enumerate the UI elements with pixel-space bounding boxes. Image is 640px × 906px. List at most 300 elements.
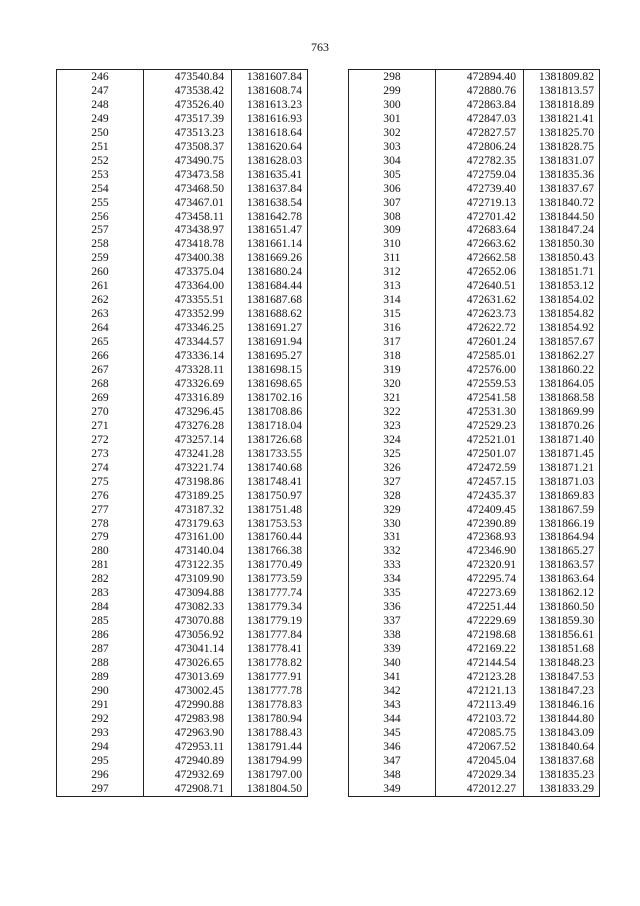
- page-number: 763: [311, 40, 329, 54]
- y-coordinate-cell: 1381698.15: [232, 363, 308, 377]
- y-coordinate-cell: 1381726.68: [232, 433, 308, 447]
- x-coordinate-cell: 472559.53: [436, 377, 524, 391]
- y-coordinate-cell: 1381777.74: [232, 586, 308, 600]
- x-coordinate-cell: 472320.91: [436, 558, 524, 572]
- point-number-cell: 344: [349, 712, 436, 726]
- table-row: [57, 307, 308, 321]
- point-number-cell: 257: [57, 223, 144, 237]
- x-coordinate-cell: 472121.13: [436, 684, 524, 698]
- y-coordinate-cell: 1381620.64: [232, 140, 308, 154]
- table-row: [349, 196, 600, 210]
- y-coordinate-cell: 1381871.21: [524, 461, 600, 475]
- y-coordinate-cell: 1381851.71: [524, 265, 600, 279]
- point-number-cell: 293: [57, 726, 144, 740]
- table-row: [349, 321, 600, 335]
- x-coordinate-cell: 473490.75: [144, 154, 232, 168]
- x-coordinate-cell: 472652.06: [436, 265, 524, 279]
- point-number-cell: 253: [57, 168, 144, 182]
- point-number-cell: 334: [349, 572, 436, 586]
- point-number-cell: 288: [57, 656, 144, 670]
- point-number-cell: 259: [57, 251, 144, 265]
- y-coordinate-cell: 1381628.03: [232, 154, 308, 168]
- x-coordinate-cell: 473364.00: [144, 279, 232, 293]
- table-row: [57, 726, 308, 740]
- x-coordinate-cell: 472229.69: [436, 614, 524, 628]
- x-coordinate-cell: 472782.35: [436, 154, 524, 168]
- y-coordinate-cell: 1381871.03: [524, 475, 600, 489]
- table-row: [349, 405, 600, 419]
- table-row: [349, 84, 600, 98]
- x-coordinate-cell: 473198.86: [144, 475, 232, 489]
- x-coordinate-cell: 473257.14: [144, 433, 232, 447]
- y-coordinate-cell: 1381778.41: [232, 642, 308, 656]
- x-coordinate-cell: 473094.88: [144, 586, 232, 600]
- x-coordinate-cell: 472719.13: [436, 196, 524, 210]
- point-number-cell: 261: [57, 279, 144, 293]
- table-row: [349, 391, 600, 405]
- x-coordinate-cell: 472880.76: [436, 84, 524, 98]
- point-number-cell: 271: [57, 419, 144, 433]
- y-coordinate-cell: 1381869.83: [524, 489, 600, 503]
- y-coordinate-cell: 1381856.61: [524, 628, 600, 642]
- x-coordinate-cell: 472739.40: [436, 182, 524, 196]
- point-number-cell: 281: [57, 558, 144, 572]
- x-coordinate-cell: 472390.89: [436, 517, 524, 531]
- point-number-cell: 258: [57, 237, 144, 251]
- y-coordinate-cell: 1381760.44: [232, 530, 308, 544]
- y-coordinate-cell: 1381751.48: [232, 503, 308, 517]
- y-coordinate-cell: 1381868.58: [524, 391, 600, 405]
- y-coordinate-cell: 1381837.67: [524, 182, 600, 196]
- table-row: [349, 642, 600, 656]
- y-coordinate-cell: 1381684.44: [232, 279, 308, 293]
- y-coordinate-cell: 1381637.84: [232, 182, 308, 196]
- x-coordinate-cell: 473352.99: [144, 307, 232, 321]
- table-row: [349, 726, 600, 740]
- point-number-cell: 340: [349, 656, 436, 670]
- x-coordinate-cell: 472662.58: [436, 251, 524, 265]
- y-coordinate-cell: 1381733.55: [232, 447, 308, 461]
- table-row: [57, 517, 308, 531]
- point-number-cell: 315: [349, 307, 436, 321]
- point-number-cell: 247: [57, 84, 144, 98]
- table-row: [349, 112, 600, 126]
- point-number-cell: 286: [57, 628, 144, 642]
- x-coordinate-cell: 472640.51: [436, 279, 524, 293]
- y-coordinate-cell: 1381698.65: [232, 377, 308, 391]
- y-coordinate-cell: 1381691.27: [232, 321, 308, 335]
- y-coordinate-cell: 1381847.24: [524, 223, 600, 237]
- table-row: [57, 754, 308, 768]
- y-coordinate-cell: 1381863.64: [524, 572, 600, 586]
- y-coordinate-cell: 1381831.07: [524, 154, 600, 168]
- x-coordinate-cell: 473346.25: [144, 321, 232, 335]
- y-coordinate-cell: 1381860.50: [524, 600, 600, 614]
- table-row: [349, 237, 600, 251]
- table-row: [57, 279, 308, 293]
- x-coordinate-cell: 472169.22: [436, 642, 524, 656]
- y-coordinate-cell: 1381708.86: [232, 405, 308, 419]
- y-coordinate-cell: 1381635.41: [232, 168, 308, 182]
- table-row: [349, 530, 600, 544]
- x-coordinate-cell: 473508.37: [144, 140, 232, 154]
- x-coordinate-cell: 473468.50: [144, 182, 232, 196]
- table-row: [57, 154, 308, 168]
- y-coordinate-cell: 1381680.24: [232, 265, 308, 279]
- point-number-cell: 337: [349, 614, 436, 628]
- y-coordinate-cell: 1381867.59: [524, 503, 600, 517]
- point-number-cell: 292: [57, 712, 144, 726]
- y-coordinate-cell: 1381773.59: [232, 572, 308, 586]
- point-number-cell: 342: [349, 684, 436, 698]
- table-row: [57, 251, 308, 265]
- x-coordinate-cell: 472012.27: [436, 782, 524, 796]
- x-coordinate-cell: 473002.45: [144, 684, 232, 698]
- point-number-cell: 333: [349, 558, 436, 572]
- y-coordinate-cell: 1381616.93: [232, 112, 308, 126]
- y-coordinate-cell: 1381843.09: [524, 726, 600, 740]
- point-number-cell: 330: [349, 517, 436, 531]
- point-number-cell: 268: [57, 377, 144, 391]
- table-row: [349, 98, 600, 112]
- y-coordinate-cell: 1381835.23: [524, 768, 600, 782]
- table-row: [57, 614, 308, 628]
- y-coordinate-cell: 1381794.99: [232, 754, 308, 768]
- table-row: [349, 210, 600, 224]
- table-row: [57, 98, 308, 112]
- x-coordinate-cell: 473221.74: [144, 461, 232, 475]
- x-coordinate-cell: 473418.78: [144, 237, 232, 251]
- x-coordinate-cell: 473328.11: [144, 363, 232, 377]
- x-coordinate-cell: 472113.49: [436, 698, 524, 712]
- y-coordinate-cell: 1381850.30: [524, 237, 600, 251]
- x-coordinate-cell: 472368.93: [436, 530, 524, 544]
- y-coordinate-cell: 1381818.89: [524, 98, 600, 112]
- x-coordinate-cell: 472663.62: [436, 237, 524, 251]
- point-number-cell: 322: [349, 405, 436, 419]
- table-row: [57, 698, 308, 712]
- x-coordinate-cell: 472576.00: [436, 363, 524, 377]
- y-coordinate-cell: 1381669.26: [232, 251, 308, 265]
- y-coordinate-cell: 1381854.92: [524, 321, 600, 335]
- x-coordinate-cell: 473241.28: [144, 447, 232, 461]
- y-coordinate-cell: 1381825.70: [524, 126, 600, 140]
- table-row: [57, 461, 308, 475]
- point-number-cell: 249: [57, 112, 144, 126]
- point-number-cell: 306: [349, 182, 436, 196]
- point-number-cell: 285: [57, 614, 144, 628]
- table-row: [57, 684, 308, 698]
- y-coordinate-cell: 1381718.04: [232, 419, 308, 433]
- point-number-cell: 343: [349, 698, 436, 712]
- table-row: [349, 140, 600, 154]
- y-coordinate-cell: 1381687.68: [232, 293, 308, 307]
- point-number-cell: 321: [349, 391, 436, 405]
- table-row: [57, 768, 308, 782]
- point-number-cell: 319: [349, 363, 436, 377]
- table-row: [57, 628, 308, 642]
- x-coordinate-cell: 472759.04: [436, 168, 524, 182]
- point-number-cell: 275: [57, 475, 144, 489]
- point-number-cell: 248: [57, 98, 144, 112]
- table-row: [57, 433, 308, 447]
- y-coordinate-cell: 1381871.40: [524, 433, 600, 447]
- x-coordinate-cell: 472435.37: [436, 489, 524, 503]
- x-coordinate-cell: 473513.23: [144, 126, 232, 140]
- y-coordinate-cell: 1381870.26: [524, 419, 600, 433]
- x-coordinate-cell: 472683.64: [436, 223, 524, 237]
- table-row: [57, 182, 308, 196]
- x-coordinate-cell: 473109.90: [144, 572, 232, 586]
- point-number-cell: 349: [349, 782, 436, 796]
- point-number-cell: 339: [349, 642, 436, 656]
- y-coordinate-cell: 1381813.57: [524, 84, 600, 98]
- x-coordinate-cell: 472198.68: [436, 628, 524, 642]
- table-row: [57, 112, 308, 126]
- y-coordinate-cell: 1381866.19: [524, 517, 600, 531]
- x-coordinate-cell: 472045.04: [436, 754, 524, 768]
- table-row: [349, 377, 600, 391]
- y-coordinate-cell: 1381613.23: [232, 98, 308, 112]
- point-number-cell: 318: [349, 349, 436, 363]
- point-number-cell: 295: [57, 754, 144, 768]
- table-row: [349, 447, 600, 461]
- table-row: [57, 210, 308, 224]
- table-row: [349, 307, 600, 321]
- y-coordinate-cell: 1381804.50: [232, 782, 308, 796]
- table-row: [349, 614, 600, 628]
- y-coordinate-cell: 1381779.34: [232, 600, 308, 614]
- x-coordinate-cell: 472531.30: [436, 405, 524, 419]
- table-row: [57, 265, 308, 279]
- point-number-cell: 310: [349, 237, 436, 251]
- x-coordinate-cell: 472932.69: [144, 768, 232, 782]
- table-row: [349, 279, 600, 293]
- point-number-cell: 324: [349, 433, 436, 447]
- point-number-cell: 332: [349, 544, 436, 558]
- table-row: [57, 84, 308, 98]
- y-coordinate-cell: 1381753.53: [232, 517, 308, 531]
- table-row: [349, 684, 600, 698]
- y-coordinate-cell: 1381770.49: [232, 558, 308, 572]
- point-number-cell: 328: [349, 489, 436, 503]
- point-number-cell: 272: [57, 433, 144, 447]
- y-coordinate-cell: 1381788.43: [232, 726, 308, 740]
- x-coordinate-cell: 472529.23: [436, 419, 524, 433]
- coordinate-table-right: [348, 69, 600, 797]
- y-coordinate-cell: 1381848.23: [524, 656, 600, 670]
- x-coordinate-cell: 473336.14: [144, 349, 232, 363]
- table-row: [349, 503, 600, 517]
- point-number-cell: 252: [57, 154, 144, 168]
- x-coordinate-cell: 472601.24: [436, 335, 524, 349]
- table-row: [349, 335, 600, 349]
- x-coordinate-cell: 472521.01: [436, 433, 524, 447]
- table-row: [349, 223, 600, 237]
- point-number-cell: 304: [349, 154, 436, 168]
- point-number-cell: 308: [349, 210, 436, 224]
- x-coordinate-cell: 472701.42: [436, 210, 524, 224]
- x-coordinate-cell: 473438.97: [144, 223, 232, 237]
- table-row: [349, 126, 600, 140]
- x-coordinate-cell: 472990.88: [144, 698, 232, 712]
- x-coordinate-cell: 473538.42: [144, 84, 232, 98]
- point-number-cell: 298: [349, 70, 436, 84]
- point-number-cell: 262: [57, 293, 144, 307]
- point-number-cell: 335: [349, 586, 436, 600]
- y-coordinate-cell: 1381844.80: [524, 712, 600, 726]
- x-coordinate-cell: 472273.69: [436, 586, 524, 600]
- table-row: [57, 656, 308, 670]
- point-number-cell: 284: [57, 600, 144, 614]
- y-coordinate-cell: 1381777.78: [232, 684, 308, 698]
- x-coordinate-cell: 473473.58: [144, 168, 232, 182]
- y-coordinate-cell: 1381863.57: [524, 558, 600, 572]
- x-coordinate-cell: 472908.71: [144, 782, 232, 796]
- x-coordinate-cell: 472541.58: [436, 391, 524, 405]
- y-coordinate-cell: 1381864.05: [524, 377, 600, 391]
- table-row: [349, 433, 600, 447]
- x-coordinate-cell: 472847.03: [436, 112, 524, 126]
- point-number-cell: 287: [57, 642, 144, 656]
- point-number-cell: 254: [57, 182, 144, 196]
- point-number-cell: 316: [349, 321, 436, 335]
- x-coordinate-cell: 473467.01: [144, 196, 232, 210]
- x-coordinate-cell: 473070.88: [144, 614, 232, 628]
- table-row: [57, 196, 308, 210]
- table-row: [349, 363, 600, 377]
- x-coordinate-cell: 472863.84: [436, 98, 524, 112]
- point-number-cell: 301: [349, 112, 436, 126]
- point-number-cell: 302: [349, 126, 436, 140]
- table-row: [349, 70, 600, 84]
- y-coordinate-cell: 1381791.44: [232, 740, 308, 754]
- table-row: [349, 168, 600, 182]
- table-row: [57, 503, 308, 517]
- table-row: [349, 768, 600, 782]
- table-row: [57, 377, 308, 391]
- table-row: [57, 558, 308, 572]
- table-row: [57, 712, 308, 726]
- table-row: [57, 419, 308, 433]
- point-number-cell: 260: [57, 265, 144, 279]
- y-coordinate-cell: 1381850.43: [524, 251, 600, 265]
- point-number-cell: 326: [349, 461, 436, 475]
- table-row: [57, 475, 308, 489]
- table-row: [57, 321, 308, 335]
- table-row: [57, 489, 308, 503]
- x-coordinate-cell: 473296.45: [144, 405, 232, 419]
- point-number-cell: 299: [349, 84, 436, 98]
- x-coordinate-cell: 473013.69: [144, 670, 232, 684]
- x-coordinate-cell: 472623.73: [436, 307, 524, 321]
- x-coordinate-cell: 472085.75: [436, 726, 524, 740]
- table-row: [349, 419, 600, 433]
- table-row: [57, 168, 308, 182]
- x-coordinate-cell: 472827.57: [436, 126, 524, 140]
- x-coordinate-cell: 473082.33: [144, 600, 232, 614]
- x-coordinate-cell: 472067.52: [436, 740, 524, 754]
- y-coordinate-cell: 1381857.67: [524, 335, 600, 349]
- point-number-cell: 269: [57, 391, 144, 405]
- x-coordinate-cell: 473540.84: [144, 70, 232, 84]
- table-row: [349, 251, 600, 265]
- y-coordinate-cell: 1381607.84: [232, 70, 308, 84]
- y-coordinate-cell: 1381828.75: [524, 140, 600, 154]
- y-coordinate-cell: 1381871.45: [524, 447, 600, 461]
- point-number-cell: 282: [57, 572, 144, 586]
- x-coordinate-cell: 472029.34: [436, 768, 524, 782]
- x-coordinate-cell: 473355.51: [144, 293, 232, 307]
- table-row: [57, 670, 308, 684]
- point-number-cell: 290: [57, 684, 144, 698]
- point-number-cell: 309: [349, 223, 436, 237]
- x-coordinate-cell: 472894.40: [436, 70, 524, 84]
- table-row: [57, 586, 308, 600]
- point-number-cell: 264: [57, 321, 144, 335]
- table-row: [349, 698, 600, 712]
- x-coordinate-cell: 473189.25: [144, 489, 232, 503]
- x-coordinate-cell: 473316.89: [144, 391, 232, 405]
- y-coordinate-cell: 1381780.94: [232, 712, 308, 726]
- table-row: [349, 670, 600, 684]
- table-row: [349, 182, 600, 196]
- table-row: [349, 782, 600, 796]
- point-number-cell: 314: [349, 293, 436, 307]
- point-number-cell: 325: [349, 447, 436, 461]
- x-coordinate-cell: 473140.04: [144, 544, 232, 558]
- table-row: [57, 349, 308, 363]
- table-row: [349, 265, 600, 279]
- table-row: [57, 223, 308, 237]
- y-coordinate-cell: 1381840.64: [524, 740, 600, 754]
- x-coordinate-cell: 472103.72: [436, 712, 524, 726]
- x-coordinate-cell: 472123.28: [436, 670, 524, 684]
- table-row: [57, 293, 308, 307]
- x-coordinate-cell: 472806.24: [436, 140, 524, 154]
- point-number-cell: 283: [57, 586, 144, 600]
- x-coordinate-cell: 473344.57: [144, 335, 232, 349]
- table-row: [349, 517, 600, 531]
- y-coordinate-cell: 1381740.68: [232, 461, 308, 475]
- point-number-cell: 331: [349, 530, 436, 544]
- y-coordinate-cell: 1381835.36: [524, 168, 600, 182]
- table-row: [349, 558, 600, 572]
- x-coordinate-cell: 472144.54: [436, 656, 524, 670]
- table-row: [349, 600, 600, 614]
- point-number-cell: 311: [349, 251, 436, 265]
- y-coordinate-cell: 1381688.62: [232, 307, 308, 321]
- table-row: [57, 740, 308, 754]
- point-number-cell: 277: [57, 503, 144, 517]
- y-coordinate-cell: 1381702.16: [232, 391, 308, 405]
- y-coordinate-cell: 1381778.82: [232, 656, 308, 670]
- y-coordinate-cell: 1381854.82: [524, 307, 600, 321]
- point-number-cell: 323: [349, 419, 436, 433]
- point-number-cell: 327: [349, 475, 436, 489]
- table-row: [349, 656, 600, 670]
- y-coordinate-cell: 1381853.12: [524, 279, 600, 293]
- table-row: [57, 237, 308, 251]
- table-row: [57, 405, 308, 419]
- point-number-cell: 341: [349, 670, 436, 684]
- x-coordinate-cell: 472295.74: [436, 572, 524, 586]
- point-number-cell: 270: [57, 405, 144, 419]
- point-number-cell: 273: [57, 447, 144, 461]
- y-coordinate-cell: 1381779.19: [232, 614, 308, 628]
- x-coordinate-cell: 472953.11: [144, 740, 232, 754]
- y-coordinate-cell: 1381859.30: [524, 614, 600, 628]
